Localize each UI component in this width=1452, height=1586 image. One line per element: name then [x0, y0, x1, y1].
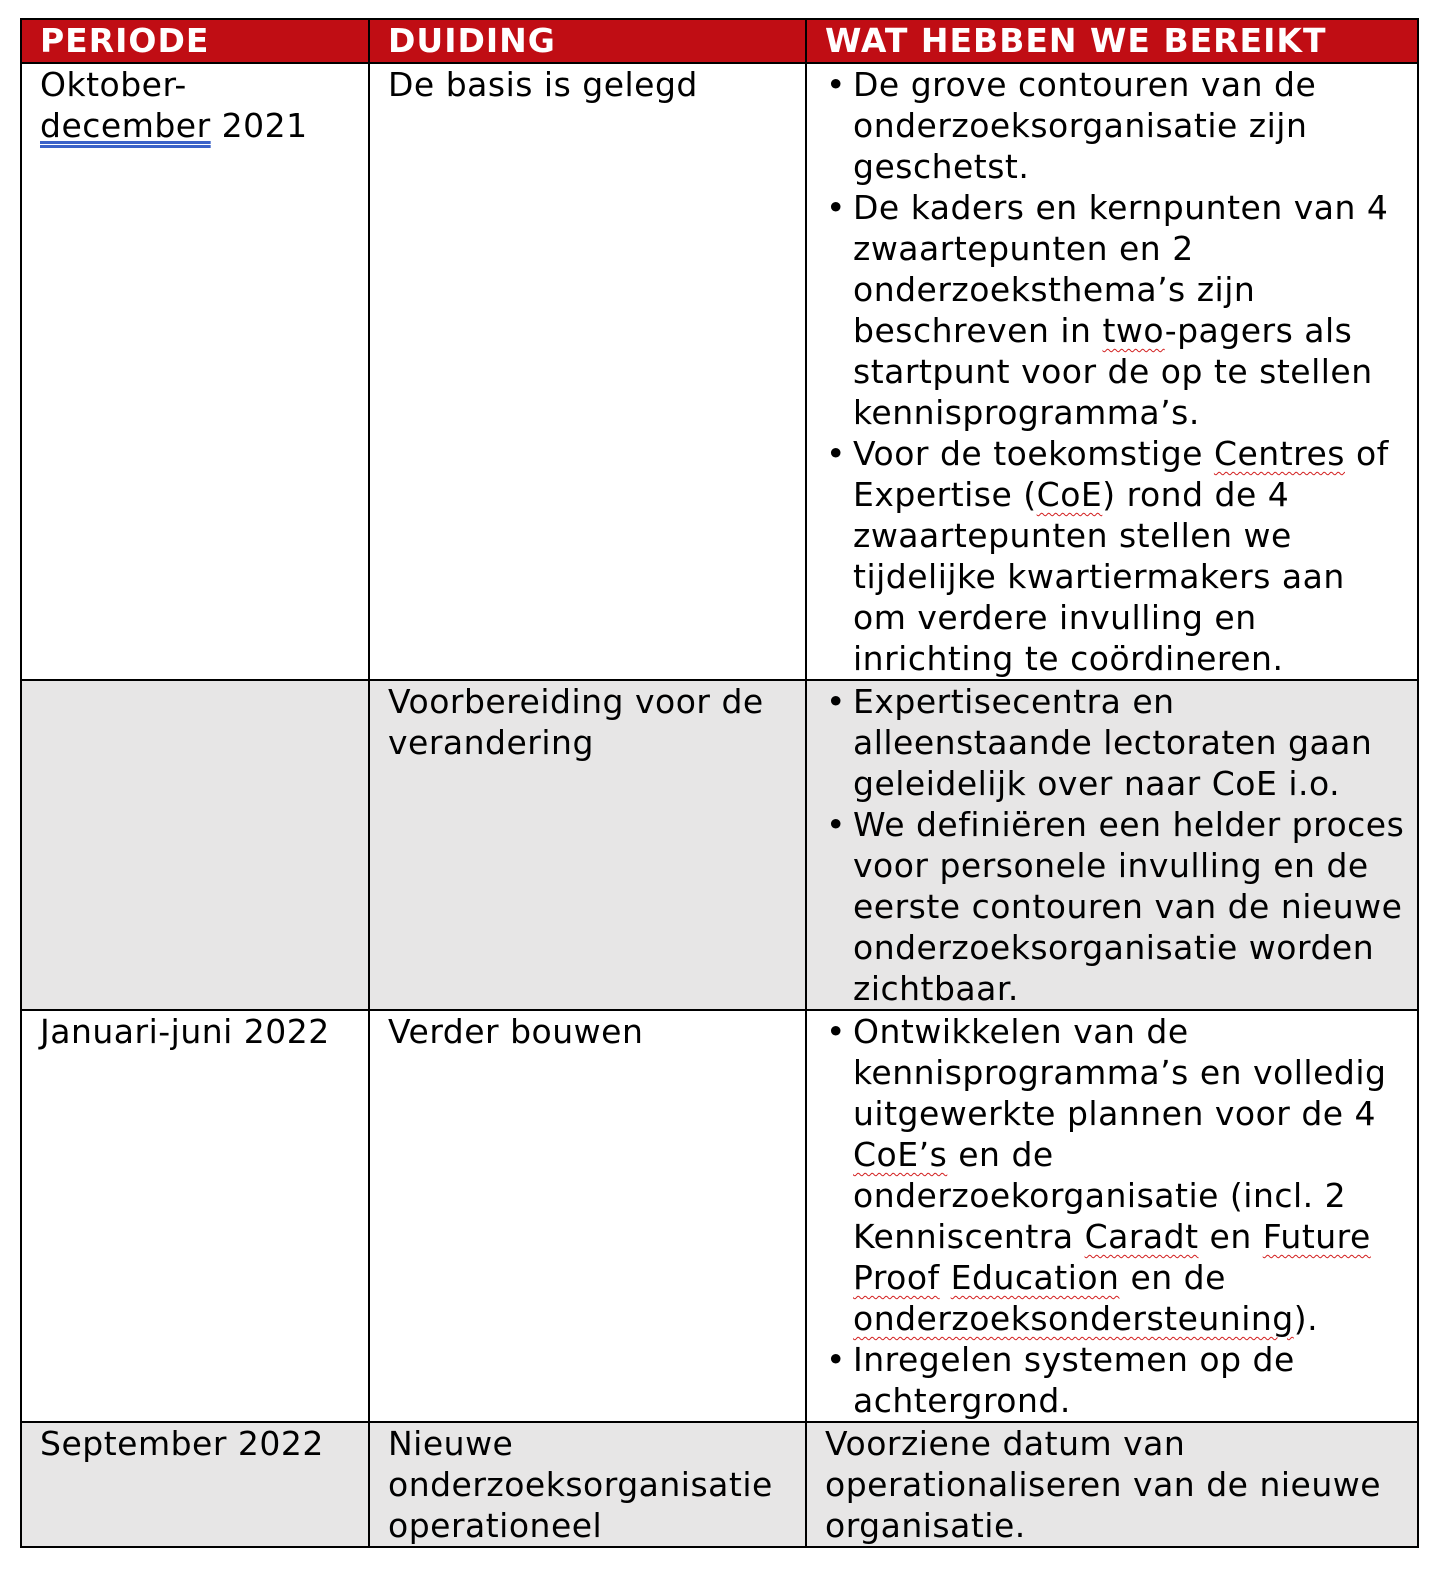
- list-item: • De kaders en kernpunten van 4 zwaartepunten en 2 onderzoeksthema’s zijn beschreven in two-pagers als startpunt voor de op te stellen kennisprogramma’s.: [826, 188, 1389, 432]
- bullet-icon: •: [826, 1340, 846, 1379]
- bullet-list: [825, 681, 1409, 1009]
- periode-line-1: Oktober-: [40, 65, 187, 104]
- cell-periode: September 2022: [21, 1422, 369, 1547]
- periode-month: december: [40, 106, 211, 145]
- bullet-list: [825, 1011, 1409, 1421]
- table-row: [21, 63, 1418, 680]
- header-duiding: DUIDING: [369, 19, 806, 63]
- bullet-icon: •: [826, 805, 846, 844]
- list-item: • De grove contouren van de onderzoeksorganisatie zijn geschetst.: [826, 65, 1317, 186]
- cell-duiding: Voorbereiding voor de verandering: [369, 680, 806, 1010]
- table-row: [21, 1010, 1418, 1422]
- cell-bereikt: [806, 680, 1418, 1010]
- bullet-icon: •: [826, 682, 846, 721]
- cell-periode: Januari-juni 2022: [21, 1010, 369, 1422]
- table-row: [21, 1422, 1418, 1547]
- list-item: • Expertisecentra en alleenstaande lectoraten gaan geleidelijk over naar CoE i.o.: [826, 682, 1373, 803]
- bullet-icon: •: [826, 1012, 846, 1051]
- header-row: [21, 19, 1418, 63]
- timeline-table: [20, 18, 1419, 1548]
- bullet-icon: •: [826, 188, 846, 227]
- header-wat-hebben-we-bereikt: WAT HEBBEN WE BEREIKT: [806, 19, 1418, 63]
- cell-bereikt: [806, 1010, 1418, 1422]
- cell-duiding: Verder bouwen: [369, 1010, 806, 1422]
- list-item: • We definiëren een helder proces voor personele invulling en de eerste contouren van de nieuwe onderzoeksorganisatie worden zichtbaar.: [826, 805, 1405, 1008]
- cell-bereikt: Voorziene datum van operationaliseren van de nieuwe organisatie.: [806, 1422, 1418, 1547]
- cell-periode: [21, 680, 369, 1010]
- table-row: [21, 680, 1418, 1010]
- list-item: • Ontwikkelen van de kennisprogramma’s en volledig uitgewerkte plannen voor de 4 CoE’s en de onderzoekorganisatie (incl. 2 Kenniscentra Caradt en Future Proof Education en de onderzoeksondersteuning).: [826, 1012, 1387, 1338]
- cell-bereikt: [806, 63, 1418, 680]
- bullet-icon: •: [826, 65, 846, 104]
- list-item: • Voor de toekomstige Centres of Expertise (CoE) rond de 4 zwaartepunten stellen we tijdelijke kwartiermakers aan om verdere invulling en inrichting te coördineren.: [826, 434, 1389, 678]
- cell-periode: [21, 63, 369, 680]
- list-item: • Inregelen systemen op de achtergrond.: [826, 1340, 1295, 1420]
- bullet-list: [825, 64, 1409, 679]
- cell-duiding: Nieuwe onderzoeksorganisatie operationeel: [369, 1422, 806, 1547]
- header-periode: PERIODE: [21, 19, 369, 63]
- periode-year: 2021: [210, 106, 308, 145]
- bullet-icon: •: [826, 434, 846, 473]
- cell-duiding: De basis is gelegd: [369, 63, 806, 680]
